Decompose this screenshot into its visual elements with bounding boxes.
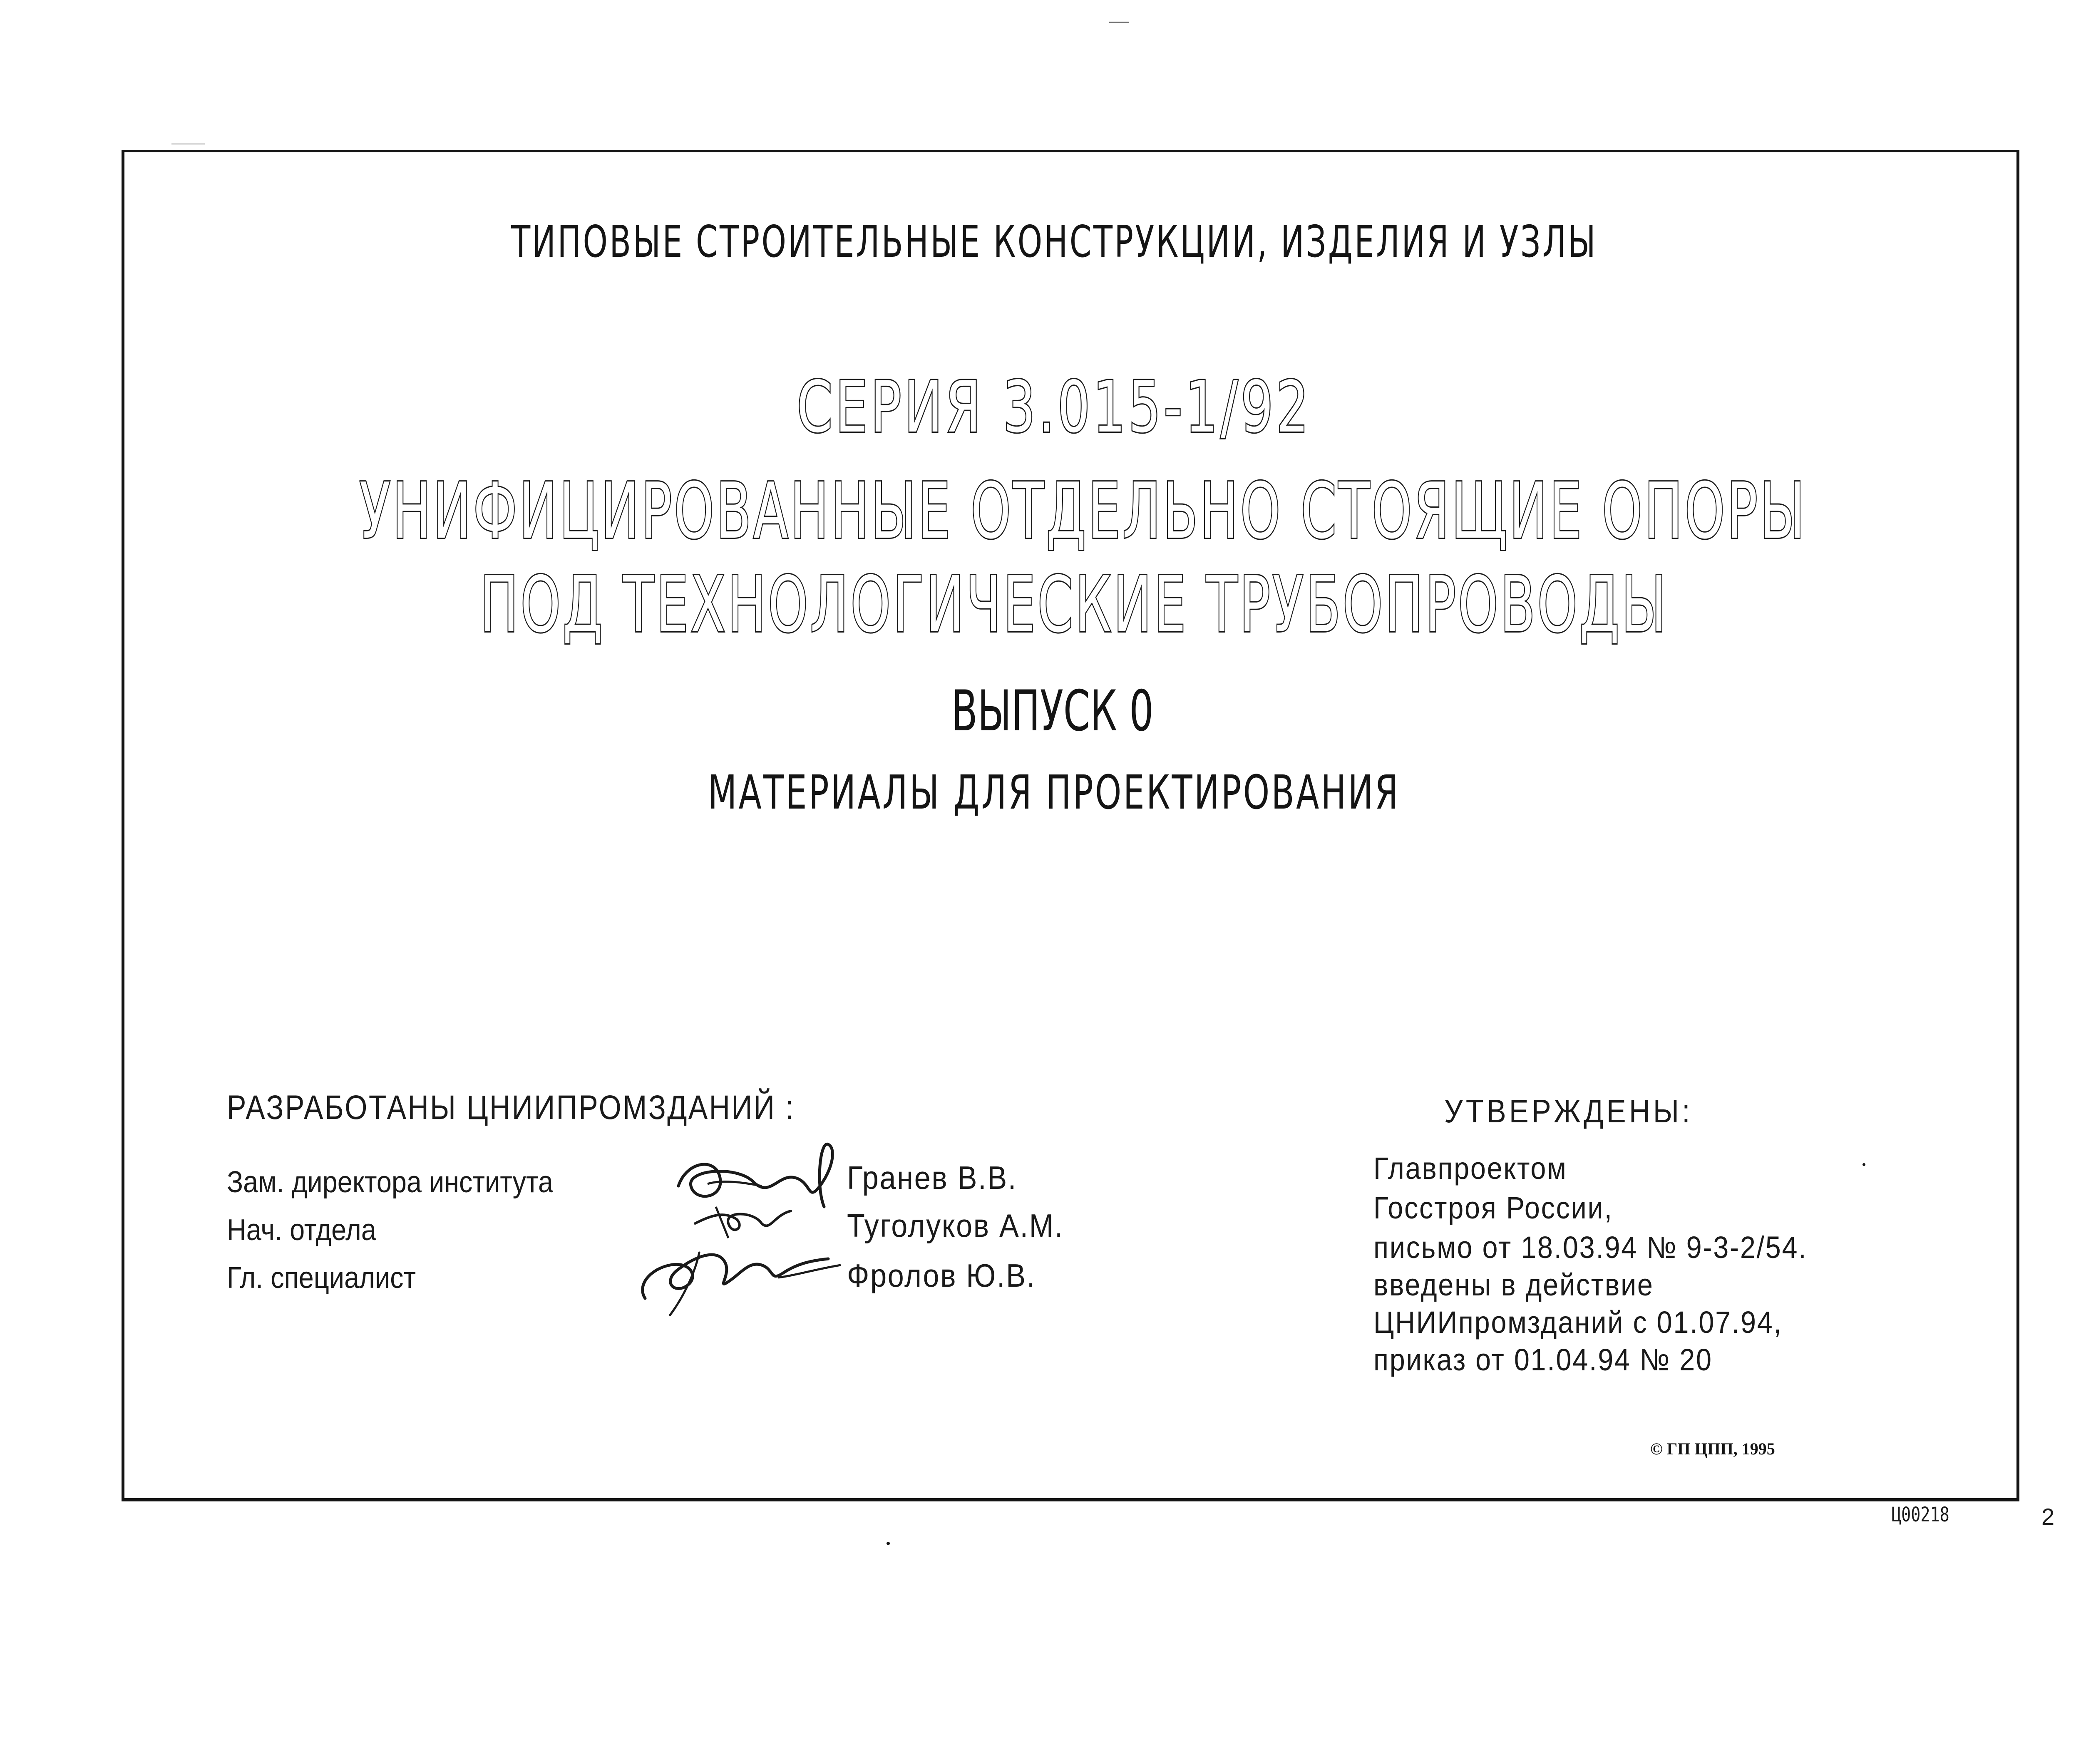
developer-role: Зам. директора института — [227, 1166, 554, 1199]
copyright-notice: © ГП ЦПП, 1995 — [1650, 1439, 1775, 1458]
approval-line: письмо от 18.03.94 № 9-3-2/54. — [1373, 1230, 1808, 1265]
issue-label: ВЫПУСК 0 — [951, 678, 1154, 744]
page-number: 2 — [2041, 1503, 2055, 1530]
document-title-line-2: ПОД ТЕХНОЛОГИЧЕСКИЕ ТРУБОПРОВОДЫ — [480, 560, 1669, 650]
developer-name: Туголуков А.М. — [847, 1207, 1064, 1244]
scan-mark-top — [1109, 22, 1129, 23]
approval-line: приказ от 01.04.94 № 20 — [1373, 1342, 1713, 1377]
approval-line: Главпроектом — [1373, 1151, 1567, 1186]
developer-name: Гранев В.В. — [847, 1159, 1018, 1196]
scan-speck — [887, 1542, 890, 1545]
series-number: СЕРИЯ 3.015-1/92 — [797, 366, 1312, 449]
document-title-line-1: УНИФИЦИРОВАННЫЕ ОТДЕЛЬНО СТОЯЩИЕ ОПОРЫ — [359, 466, 1807, 556]
approval-heading: УТВЕРЖДЕНЫ: — [1444, 1093, 1693, 1129]
developer-name: Фролов Ю.В. — [847, 1257, 1036, 1294]
collection-title: ТИПОВЫЕ СТРОИТЕЛЬНЫЕ КОНСТРУКЦИИ, ИЗДЕЛИЯ И УЗЛЫ — [511, 216, 1598, 267]
approval-line: введены в действие — [1373, 1268, 1654, 1302]
developer-role: Нач. отдела — [227, 1213, 376, 1247]
signature-frolov — [633, 1236, 849, 1319]
archive-stamp: Ц00218 — [1892, 1503, 1949, 1526]
document-subtitle: МАТЕРИАЛЫ ДЛЯ ПРОЕКТИРОВАНИЯ — [708, 766, 1400, 820]
developer-role: Гл. специалист — [227, 1261, 416, 1295]
scan-speck — [1862, 1163, 1865, 1166]
developers-heading: РАЗРАБОТАНЫ ЦНИИПРОМЗДАНИЙ : — [227, 1089, 795, 1126]
title-frame — [122, 150, 2019, 1501]
approval-line: ЦНИИпромзданий с 01.07.94, — [1373, 1305, 1783, 1340]
approval-line: Госстроя России, — [1373, 1191, 1613, 1225]
